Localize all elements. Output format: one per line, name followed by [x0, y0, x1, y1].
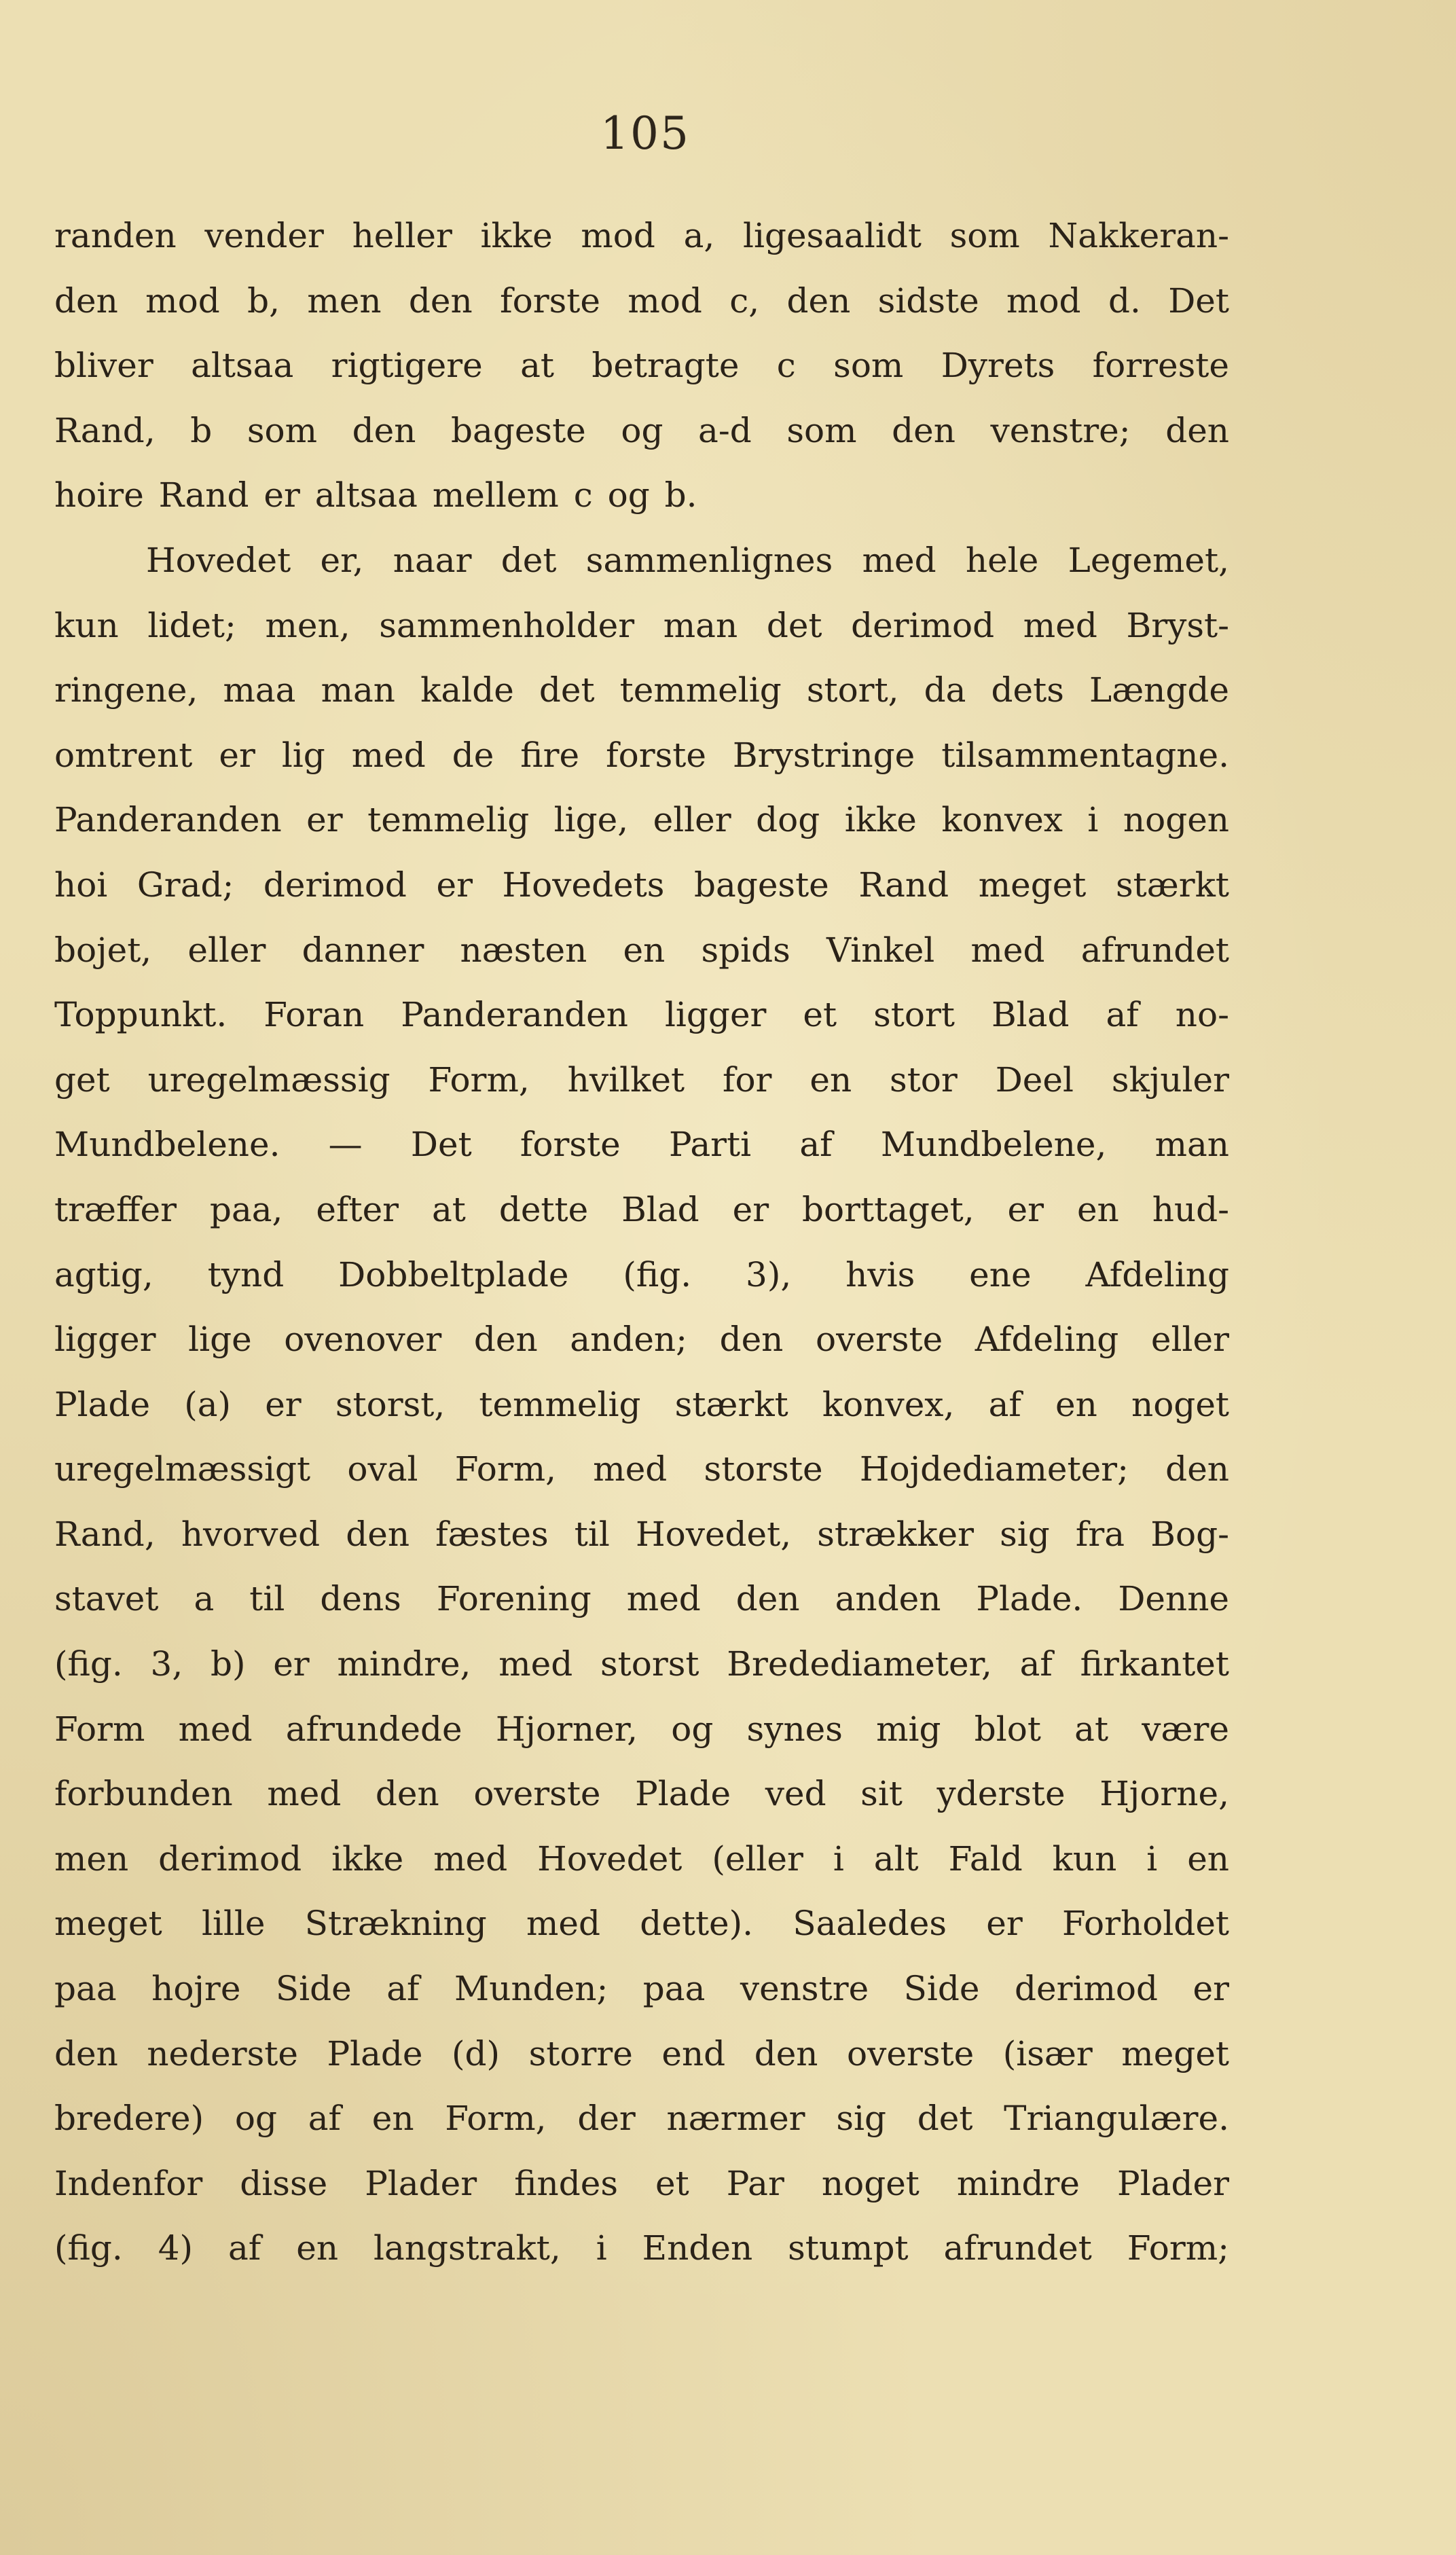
text-line: Rand, b som den bageste og a-d som den venstre; den: [54, 410, 1229, 450]
text-line: omtrent er lig med de fire forste Brystringe tilsammentagne.: [54, 735, 1229, 775]
text-line: bredere) og af en Form, der nærmer sig det Triangulære.: [54, 2099, 1229, 2139]
text-line: forbunden med den overste Plade ved sit yderste Hjorne,: [54, 1774, 1229, 1814]
text-line: stavet a til dens Forening med den anden Plade. Denne: [54, 1579, 1229, 1619]
text-line: Form med afrundede Hjorner, og synes mig blot at være: [54, 1709, 1229, 1749]
text-line: bliver altsaa rigtigere at betragte c som Dyrets forreste: [54, 346, 1229, 386]
text-line: hoire Rand er altsaa mellem c og b.: [54, 475, 697, 515]
text-line: Toppunkt. Foran Panderanden ligger et stort Blad af no-: [54, 995, 1229, 1035]
text-line: (fig. 4) af en langstrakt, i Enden stumpt afrundet Form;: [54, 2228, 1229, 2268]
text-line: Rand, hvorved den fæstes til Hovedet, strækker sig fra Bog-: [54, 1514, 1229, 1554]
text-line: bojet, eller danner næsten en spids Vinkel med afrundet: [54, 930, 1229, 970]
page-number: 105: [600, 107, 690, 160]
text-line: kun lidet; men, sammenholder man det derimod med Bryst-: [54, 605, 1229, 645]
text-line: agtig, tynd Dobbeltplade (fig. 3), hvis ene Afdeling: [54, 1254, 1229, 1294]
text-line: Panderanden er temmelig lige, eller dog ikke konvex i nogen: [54, 800, 1229, 840]
text-line: uregelmæssigt oval Form, med storste Hojdediameter; den: [54, 1449, 1229, 1489]
text-line: men derimod ikke med Hovedet (eller i alt Fald kun i en: [54, 1838, 1229, 1879]
text-line: den mod b, men den forste mod c, den sidste mod d. Det: [54, 280, 1229, 321]
text-line: meget lille Strækning med dette). Saaledes er Forholdet: [54, 1904, 1229, 1944]
text-line: randen vender heller ikke mod a, ligesaalidt som Nakkeran-: [54, 216, 1229, 255]
text-line: hoi Grad; derimod er Hovedets bageste Rand meget stærkt: [54, 865, 1229, 905]
text-line: ligger lige ovenover den anden; den overste Afdeling eller: [54, 1320, 1229, 1360]
text-line: paa hojre Side af Munden; paa venstre Side derimod er: [54, 1969, 1229, 2009]
text-line: den nederste Plade (d) storre end den overste (især meget: [54, 2033, 1229, 2073]
text-line: Indenfor disse Plader findes et Par noget mindre Plader: [54, 2163, 1229, 2203]
text-line: ringene, maa man kalde det temmelig stort, da dets Længde: [54, 670, 1229, 710]
text-line: træffer paa, efter at dette Blad er borttaget, er en hud-: [54, 1189, 1229, 1229]
text-line: Mundbelene. — Det forste Parti af Mundbelene, man: [54, 1125, 1229, 1165]
text-line: get uregelmæssig Form, hvilket for en stor Deel skjuler: [54, 1059, 1229, 1100]
text-line: Hovedet er, naar det sammenlignes med hele Legemet,: [146, 540, 1229, 580]
body-text: [54, 204, 1229, 2281]
text-line: Plade (a) er storst, temmelig stærkt konvex, af en noget: [54, 1384, 1229, 1424]
text-line: (fig. 3, b) er mindre, med storst Bredediameter, af firkantet: [54, 1644, 1229, 1684]
